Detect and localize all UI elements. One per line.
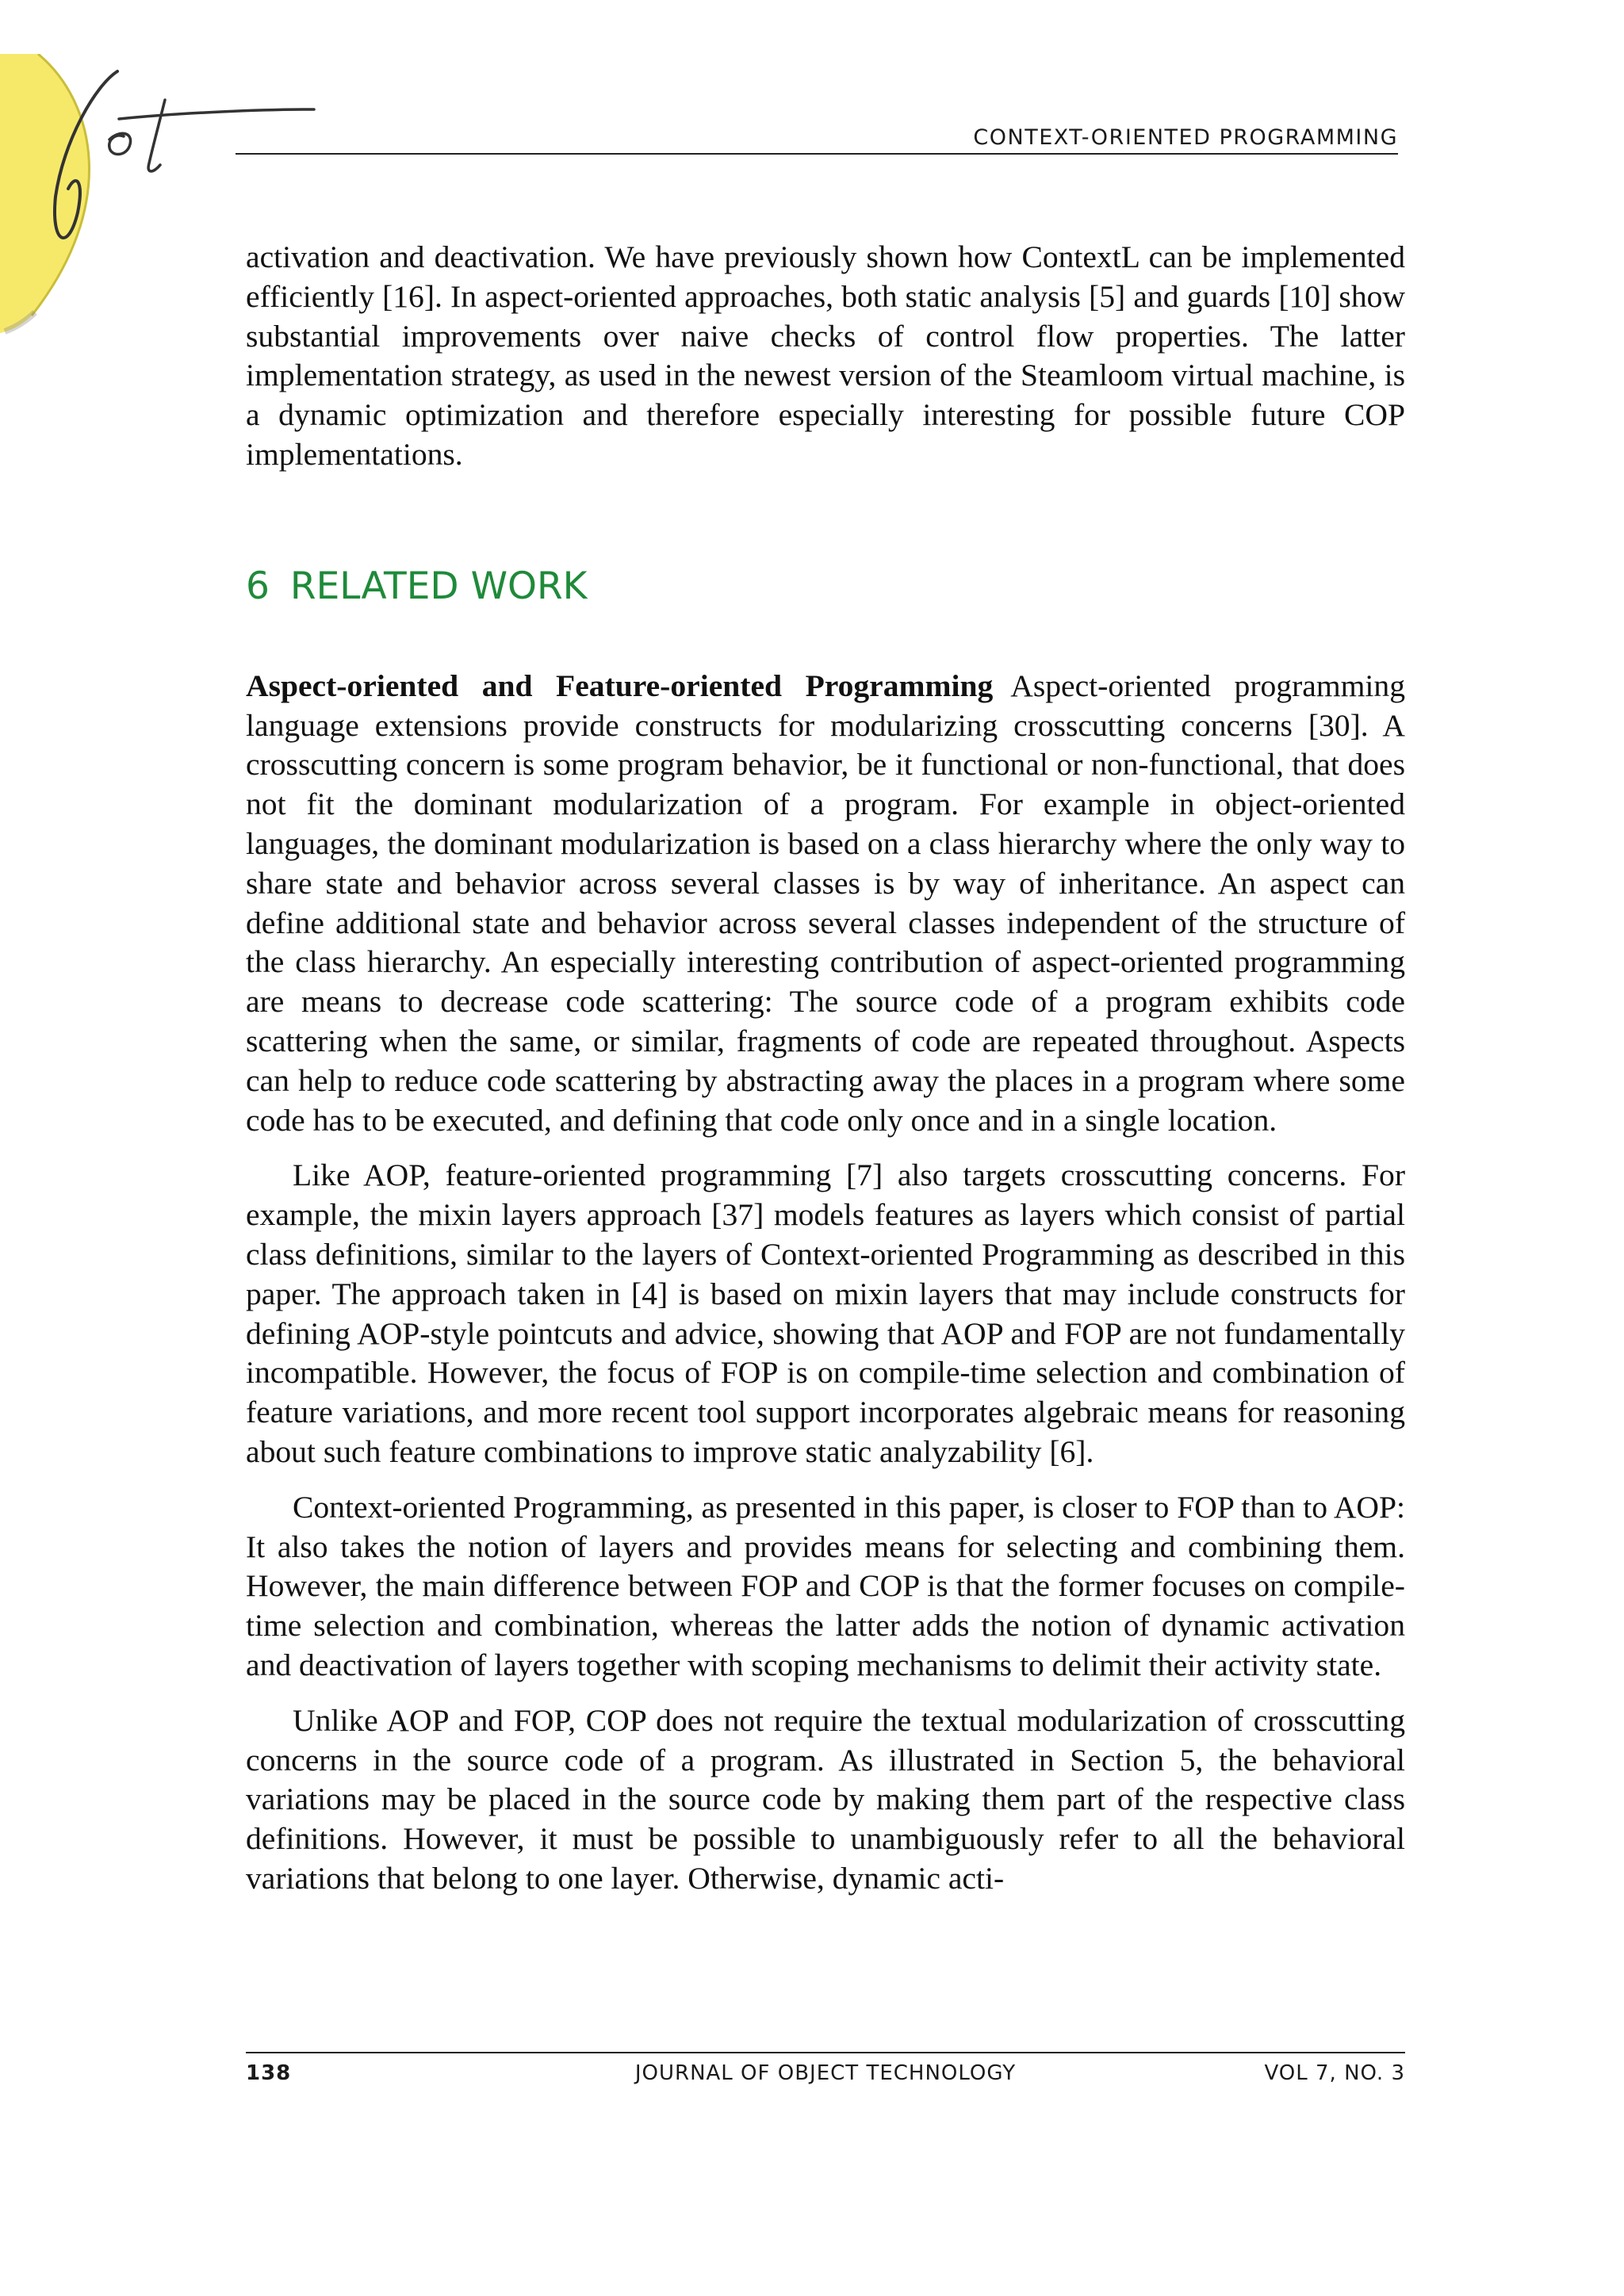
header-rule	[236, 153, 1398, 155]
paragraph-text: Aspect-oriented programming language extensions provide constructs for modularizing crosscutting concerns [30]. A crosscutting concern is some program behavior, be it functional or non-functional, that does not fit the dominant modularization of a program. For example in object-oriented languages, the dominant modularization is based on a class hierarchy where the only way to share state and behavior across several classes is by way of inheritance. An aspect can define additional state and behavior across several classes independent of the structure of the class hierarchy. An especially interesting contribution of aspect-oriented programming are means to decrease code scattering: The source code of a program exhibits code scattering when the same, or similar, fragments of code are repeated throughout. Aspects can help to reduce code scattering by abstracting away the places in a program where some code has to be executed, and defining that code only once and in a single location.	[246, 668, 1405, 1138]
page-body	[246, 238, 1405, 1899]
running-header: CONTEXT-ORIENTED PROGRAMMING	[973, 125, 1398, 150]
runin-heading: Aspect-oriented and Feature-oriented Programming	[246, 668, 994, 703]
section-number: 6	[246, 564, 270, 608]
section-heading	[246, 564, 1405, 609]
section-title: RELATED WORK	[289, 564, 588, 608]
footer-rule	[246, 2052, 1405, 2053]
volume-info: VOL 7, NO. 3	[1264, 2061, 1405, 2085]
page-number: 138	[246, 2061, 292, 2085]
footer	[246, 2061, 1405, 2088]
paragraph-cop-vs-fop: Context-oriented Programming, as presented in this paper, is closer to FOP than to AOP: It also takes the notion of layers and provides means for selecting and combining them. However, the main difference between FOP and COP is that the former focuses on compile-time selection and combination, whereas the latter adds the notion of dynamic activation and deactivation of layers together with scoping mechanisms to delimit their activity state.	[246, 1489, 1405, 1682]
journal-name: JOURNAL OF OBJECT TECHNOLOGY	[634, 2061, 1017, 2085]
paragraph-cop-modularization: Unlike AOP and FOP, COP does not require the textual modularization of crosscutting concerns in the source code of a program. As illustrated in Section 5, the behavioral variations may be placed in the source code by making them part of the respective class definitions. However, it must be possible to unambiguously refer to all the behavioral variations that belong to one layer. Otherwise, dynamic acti-	[246, 1702, 1405, 1896]
paragraph-aop-fop	[246, 667, 1405, 1141]
intro-paragraph: activation and deactivation. We have previously shown how ContextL can be implemented efficiently [16]. In aspect-oriented approaches, both static analysis [5] and guards [10] show substantial improvements over naive checks of control flow properties. The latter implementation strategy, as used in the newest version of the Steamloom virtual machine, is a dynamic optimization and therefore especially interesting for possible future COP implementations.	[246, 239, 1405, 472]
paragraph-fop: Like AOP, feature-oriented programming [7] also targets crosscutting concerns. For example, the mixin layers approach [37] models features as layers which consist of partial class definitions, similar to the layers of Context-oriented Programming as described in this paper. The approach taken in [4] is based on mixin layers that may include constructs for defining AOP-style pointcuts and advice, showing that AOP and FOP are not fundamentally incompatible. However, the focus of FOP is on compile-time selection and combination of feature variations, and more recent tool support incorporates algebraic means for reasoning about such feature combinations to improve static analyzability [6].	[246, 1158, 1405, 1469]
